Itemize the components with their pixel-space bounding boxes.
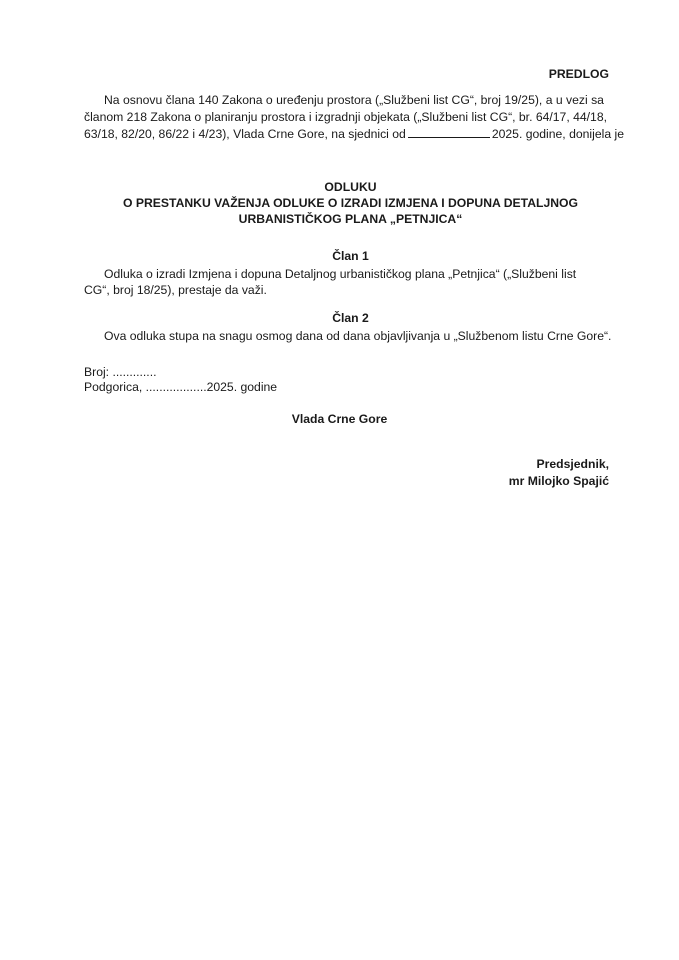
proposal-label: PREDLOG: [548, 67, 609, 81]
article-2-heading: Član 2: [332, 311, 369, 325]
government-name: Vlada Crne Gore: [291, 412, 388, 426]
preamble-line-3: [84, 126, 624, 143]
session-date-blank: [408, 127, 490, 138]
document-number: Broj: .............: [84, 365, 157, 379]
title-line-1: ODLUKU: [324, 180, 377, 194]
article-1-heading: Član 1: [332, 249, 369, 263]
signature-block: [509, 456, 609, 490]
signature-name: mr Milojko Spajić: [508, 474, 609, 488]
title-line-3: URBANISTIČKOG PLANA „PETNJICA“: [238, 212, 463, 226]
article-1-line-2: CG“, broj 18/25), prestaje da važi.: [84, 283, 267, 297]
title-line-2: O PRESTANKU VAŽENJA ODLUKE O IZRADI IZMJENA I DOPUNA DETALJNOG: [122, 196, 579, 210]
preamble-line-3-end: 2025. godine, donijela je: [491, 127, 624, 141]
article-1-line-1: Odluka o izradi Izmjena i dopuna Detaljnog urbanističkog plana „Petnjica“ („Službeni list: [104, 267, 577, 281]
place-and-date: Podgorica, ..................2025. godine: [84, 380, 278, 394]
preamble-line-3-start: 63/18, 82/20, 86/22 i 4/23), Vlada Crne Gore, na sjednici od: [84, 127, 406, 141]
article-2-text: [84, 328, 617, 344]
preamble-line-2: članom 218 Zakona o planiranju prostora i izgradnji objekata („Službeni list CG“, br. 64/17, 44/18,: [84, 110, 607, 124]
signature-role: Predsjednik,: [536, 457, 609, 471]
preamble-paragraph: [84, 92, 624, 143]
article-1-text: [84, 266, 617, 298]
preamble-line-1: Na osnovu člana 140 Zakona o uređenju prostora („Službeni list CG“, broj 19/25), a u vezi sa: [104, 93, 604, 107]
decision-title: [84, 179, 617, 227]
article-2-line-1: Ova odluka stupa na snagu osmog dana od dana objavljivanja u „Službenom listu Crne Gore“.: [104, 329, 612, 343]
